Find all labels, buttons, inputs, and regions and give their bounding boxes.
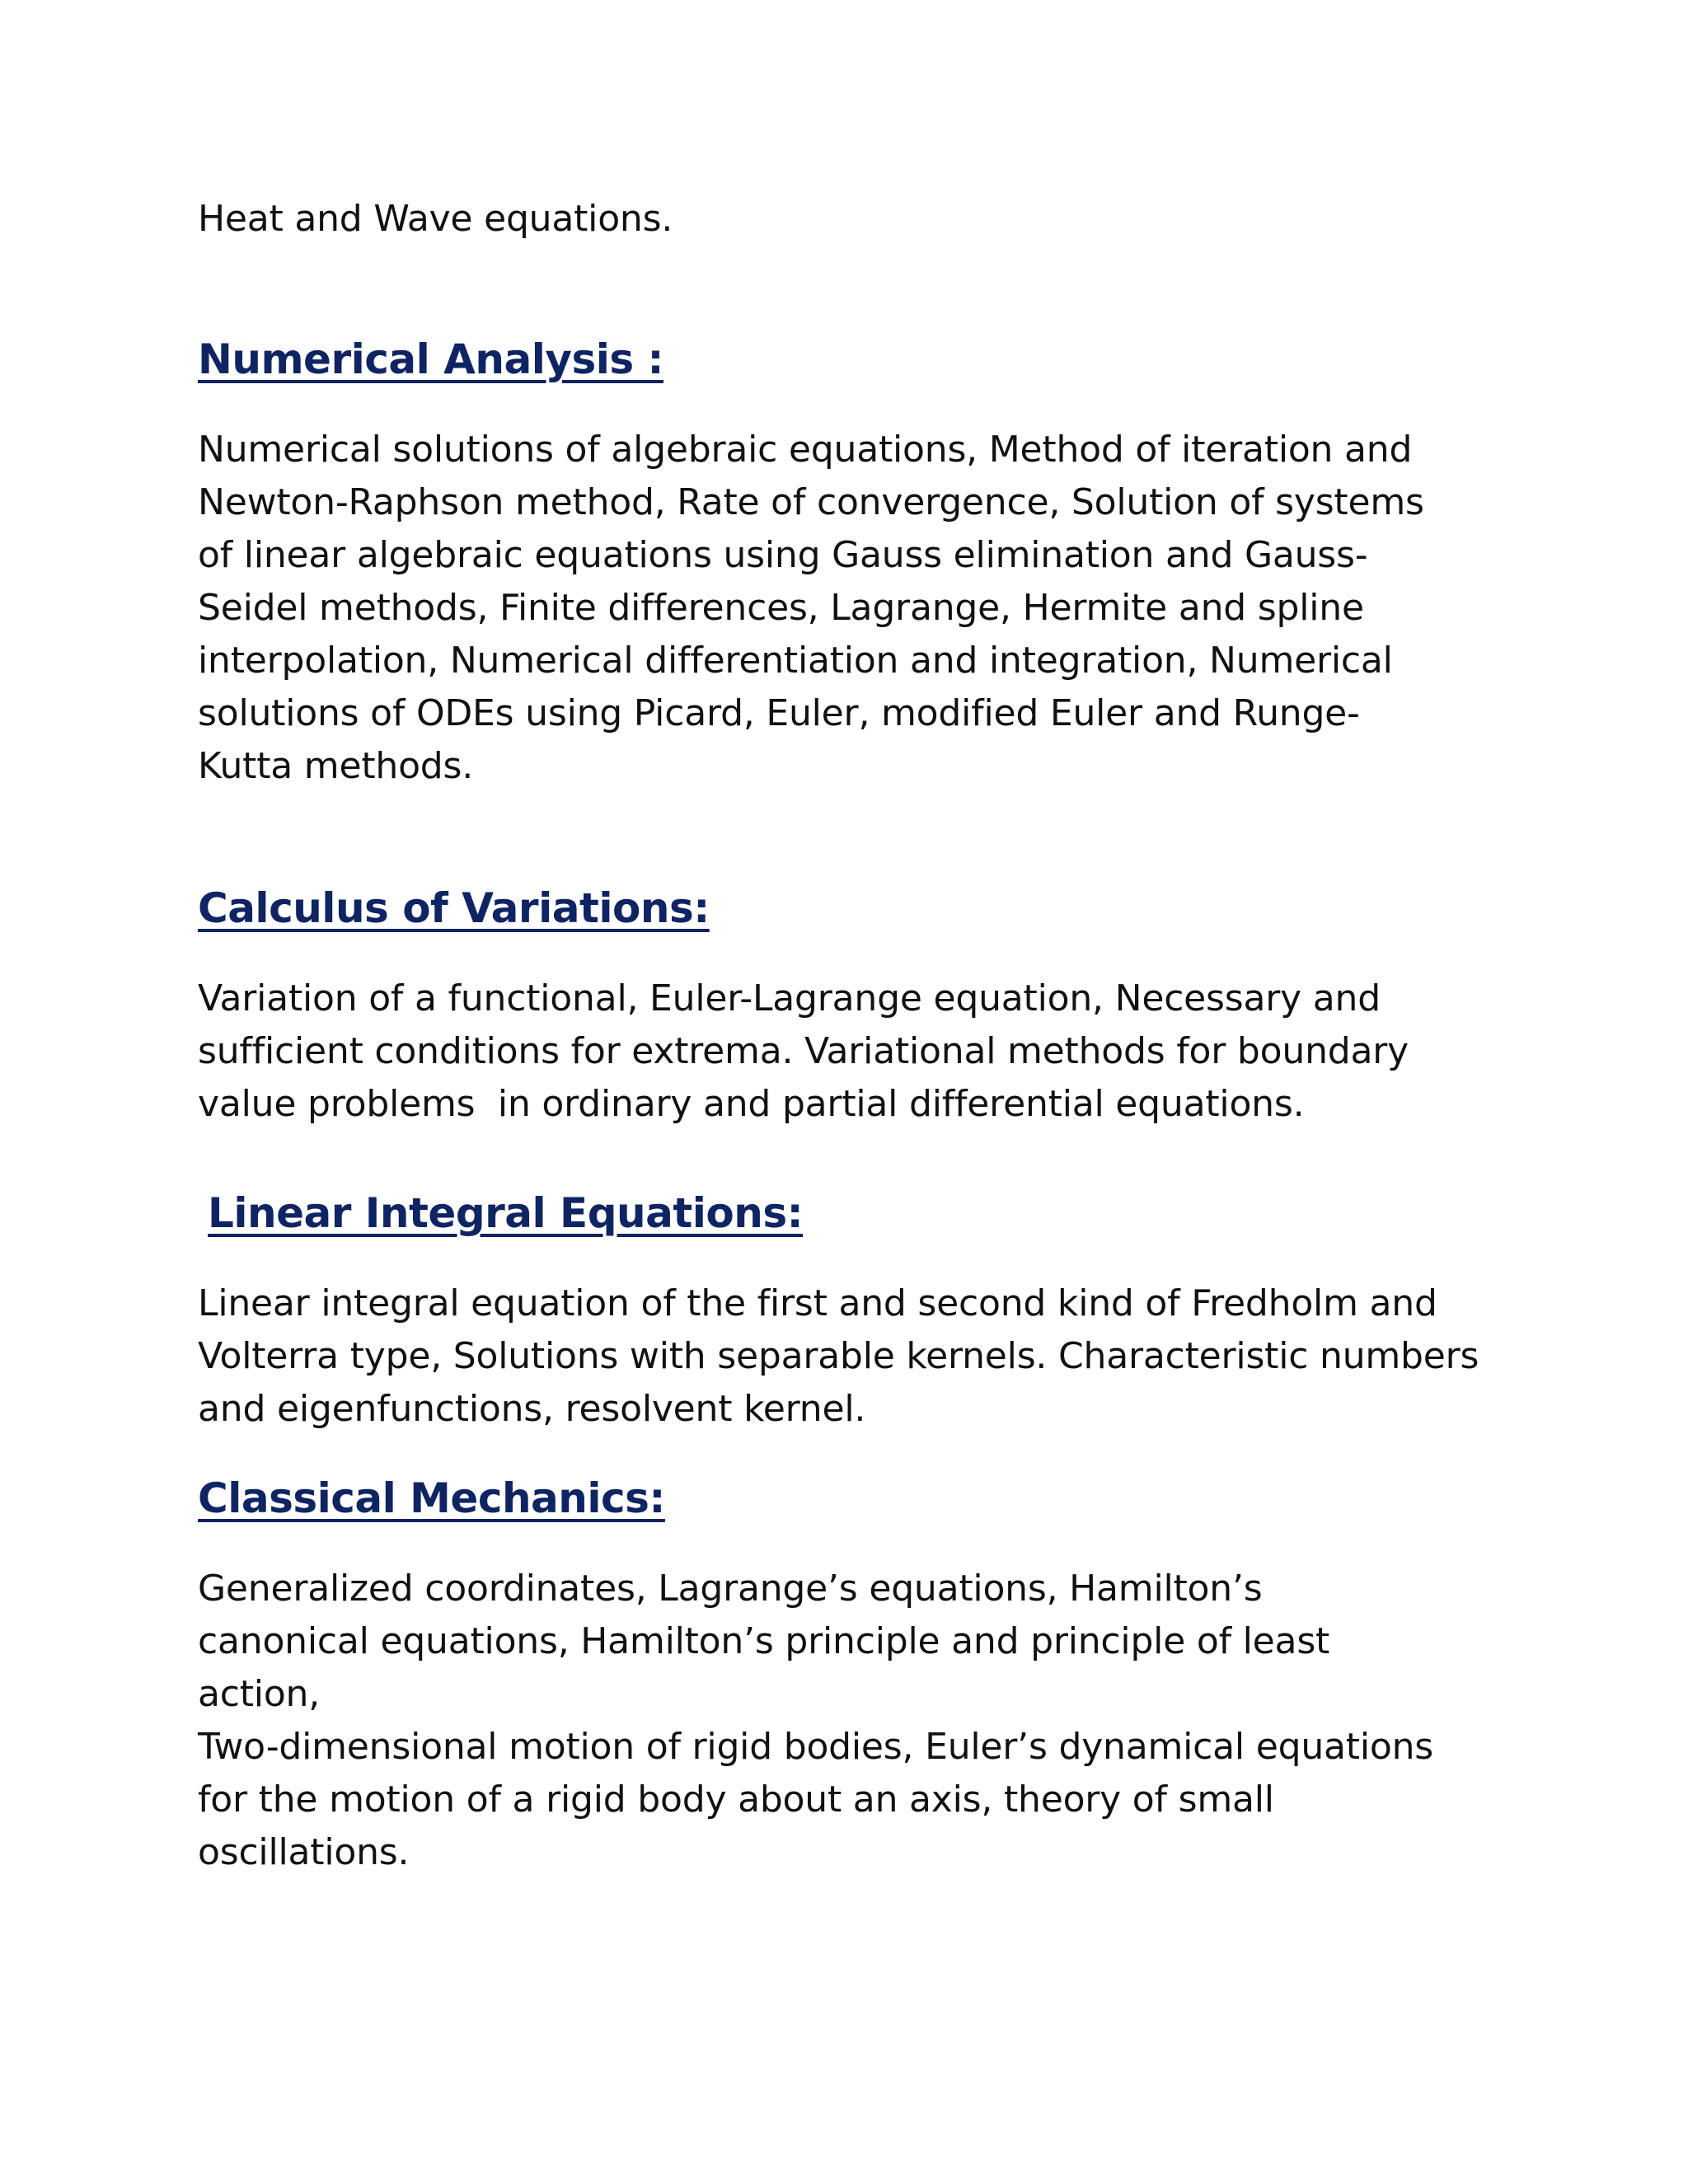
paragraph-line: sufficient conditions for extrema. Variational methods for boundary [198, 1030, 1409, 1072]
document-page [198, 0, 1484, 2184]
section-heading-classical-mechanics: Classical Mechanics: [198, 1474, 665, 1522]
paragraph-line: Linear integral equation of the first and second kind of Fredholm and [198, 1282, 1437, 1324]
paragraph-line: Newton-Raphson method, Rate of convergence, Solution of systems [198, 481, 1424, 523]
paragraph-line: canonical equations, Hamilton’s principle and principle of least [198, 1620, 1330, 1662]
paragraph-line: action, [198, 1673, 321, 1715]
section-heading-calculus-of-variations: Calculus of Variations: [198, 884, 710, 932]
paragraph-line: solutions of ODEs using Picard, Euler, modified Euler and Runge- [198, 692, 1360, 734]
paragraph-line: Generalized coordinates, Lagrange’s equations, Hamilton’s [198, 1568, 1263, 1610]
section-heading-numerical-analysis: Numerical Analysis : [198, 335, 663, 383]
paragraph-line: Numerical solutions of algebraic equations, Method of iteration and [198, 429, 1413, 471]
intro-paragraph [198, 193, 673, 246]
paragraph-line: and eigenfunctions, resolvent kernel. [198, 1388, 866, 1430]
paragraph-line: Two-dimensional motion of rigid bodies, Euler’s dynamical equations [198, 1726, 1433, 1768]
paragraph-line: oscillations. [198, 1831, 410, 1873]
paragraph-line: for the motion of a rigid body about an axis, theory of small [198, 1779, 1274, 1821]
section-body-linear-integral-equations [198, 1277, 1479, 1436]
paragraph-line: interpolation, Numerical differentiation and integration, Numerical [198, 640, 1393, 682]
paragraph-line: of linear algebraic equations using Gauss elimination and Gauss- [198, 534, 1368, 576]
paragraph-line: Kutta methods. [198, 745, 474, 787]
section-body-numerical-analysis [198, 424, 1424, 793]
paragraph-line: Volterra type, Solutions with separable kernels. Characteristic numbers [198, 1335, 1479, 1377]
section-heading-linear-integral-equations: Linear Integral Equations: [208, 1189, 804, 1237]
paragraph-line: Variation of a functional, Euler-Lagrange equation, Necessary and [198, 977, 1381, 1019]
paragraph-line: Seidel methods, Finite differences, Lagrange, Hermite and spline [198, 587, 1364, 629]
section-body-classical-mechanics [198, 1563, 1433, 1879]
paragraph-line: Heat and Wave equations. [198, 198, 673, 240]
section-body-calculus-of-variations [198, 972, 1409, 1131]
paragraph-line: value problems in ordinary and partial differential equations. [198, 1083, 1305, 1125]
